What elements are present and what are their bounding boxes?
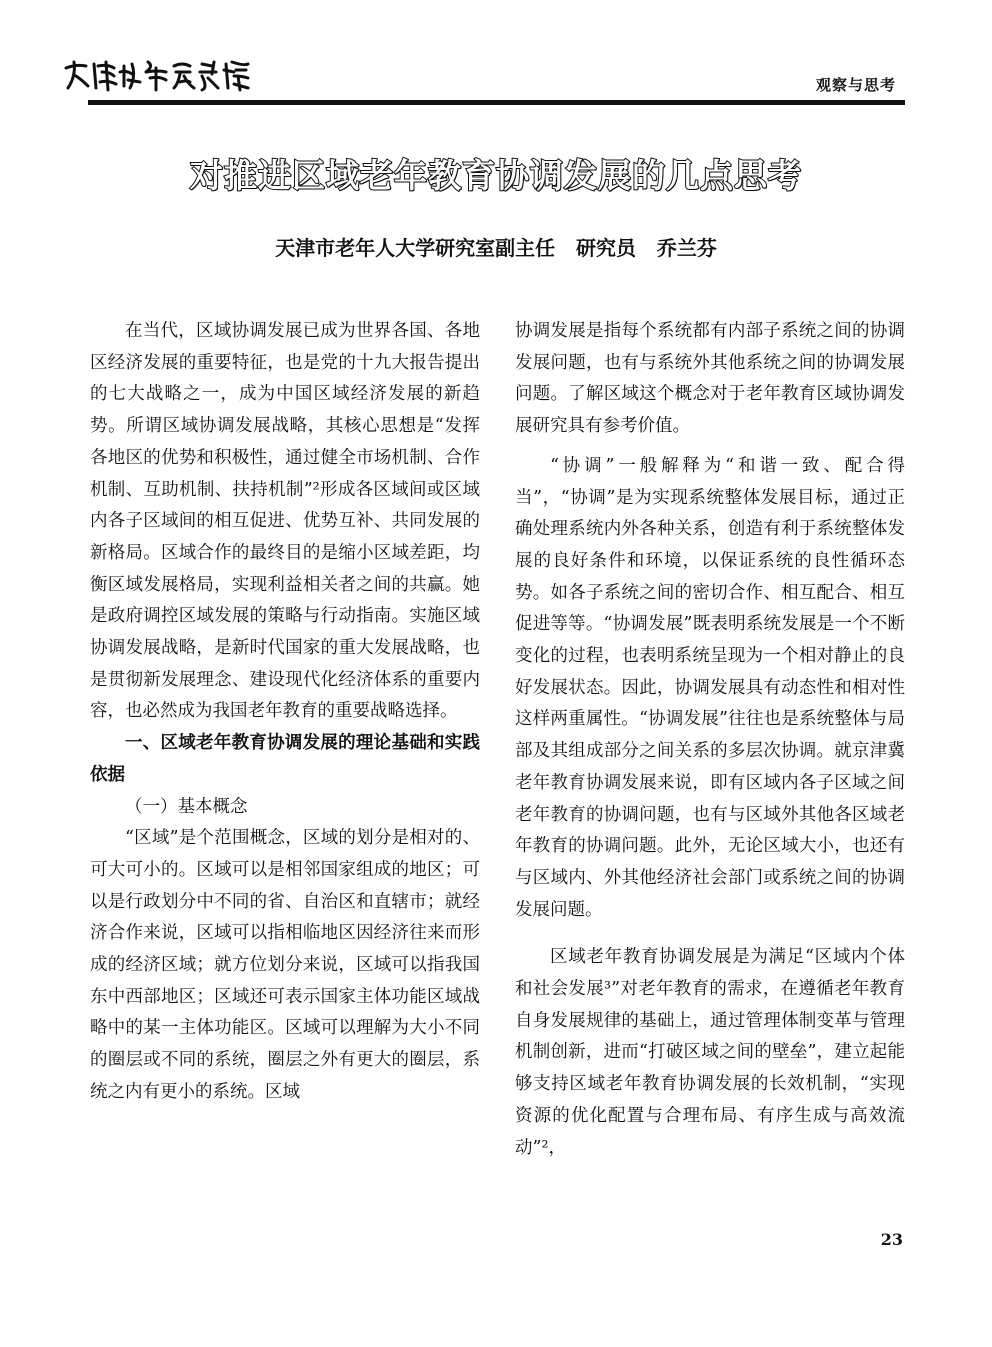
page-number: 23 xyxy=(880,1230,903,1249)
region-paragraph: “区域”是个范围概念，区域的划分是相对的、可大可小的。区域可以是相邻国家组成的地区；可以是行政划分中不同的省、自治区和直辖市；就经济合作来说，区域可以指相临地区因经济往来而形成的经济区域；就方位划分来说，区域可以指我国东中西部地区；区域还可表示国家主体功能区域战略中的某一主体功能区。区域可以理解为大小不同的圈层或不同的系统，圈层之外有更大的圈层，系统之内有更小的系统。区域 xyxy=(90,828,480,1102)
masthead-calligraphy xyxy=(62,54,252,94)
right-column xyxy=(515,316,905,1164)
left-column xyxy=(90,316,480,1109)
coordination-paragraph: “协调”一般解释为“和谐一致、配合得当”，“协调”是为实现系统整体发展目标，通过正确处理系统内外各种关系，创造有利于系统整体发展的良好条件和环境，以保证系统的良性循环态势。如各子系统之间的密切合作、相互配合、相互促进等等。“协调发展”既表明系统发展是一个不断变化的过程，也表明系统呈现为一个相对静止的良好发展状态。因此，协调发展具有动态性和相对性这样两重属性。“协调发展”往往也是系统整体与局部及其组成部分之间关系的多层次协调。就京津冀老年教育协调发展来说，即有区域内各子区域之间老年教育的协调问题，也有与区域外其他各区域老年教育的协调问题。此外，无论区域大小，也还有与区域内、外其他经济社会部门或系统之间的协调发展问题。 xyxy=(515,455,905,920)
header-rule xyxy=(88,100,905,105)
masthead-logo xyxy=(62,54,252,94)
regional-education-paragraph: 区域老年教育协调发展是为满足“区域内个体和社会发展³”对老年教育的需求，在遵循老年教育自身发展规律的基础上，通过管理体制变革与管理机制创新，进而“打破区域之间的壁垒”，建立起能够支持区域老年教育协调发展的长效机制，“实现资源的优化配置与合理布局、有序生成与高效流动”²， xyxy=(515,947,905,1158)
section-heading: 一、区域老年教育协调发展的理论基础和实践依据 xyxy=(90,733,480,785)
intro-paragraph: 在当代，区域协调发展已成为世界各国、各地区经济发展的重要特征，也是党的十九大报告提出的七大战略之一，成为中国区域经济发展的新趋势。所谓区域协调发展战略，其核心思想是“发挥各地区的优势和积极性，通过健全市场机制、合作机制、互助机制、扶持机制”²形成各区域间或区域内各子区域间的相互促进、优势互补、共同发展的新格局。区域合作的最终目的是缩小区域差距，均衡区域发展格局，实现利益相关者之间的共赢。她是政府调控区域发展的策略与行动指南。实施区域协调发展战略，是新时代国家的重大发展战略，也是贯彻新发展理念、建设现代化经济体系的重要内容，也必然成为我国老年教育的重要战略选择。 xyxy=(90,321,480,722)
subsection-heading: （一）基本概念 xyxy=(125,796,248,817)
section-label: 观察与思考 xyxy=(815,76,896,94)
continuation-paragraph: 协调发展是指每个系统都有内部子系统之间的协调发展问题，也有与系统外其他系统之间的协调发展问题。了解区域这个概念对于老年教育区域协调发展研究具有参考价值。 xyxy=(515,321,905,437)
article-title: 对推进区域老年教育协调发展的几点思考 xyxy=(190,156,802,195)
byline: 天津市老年人大学研究室副主任 研究员 乔兰芬 xyxy=(275,236,717,260)
